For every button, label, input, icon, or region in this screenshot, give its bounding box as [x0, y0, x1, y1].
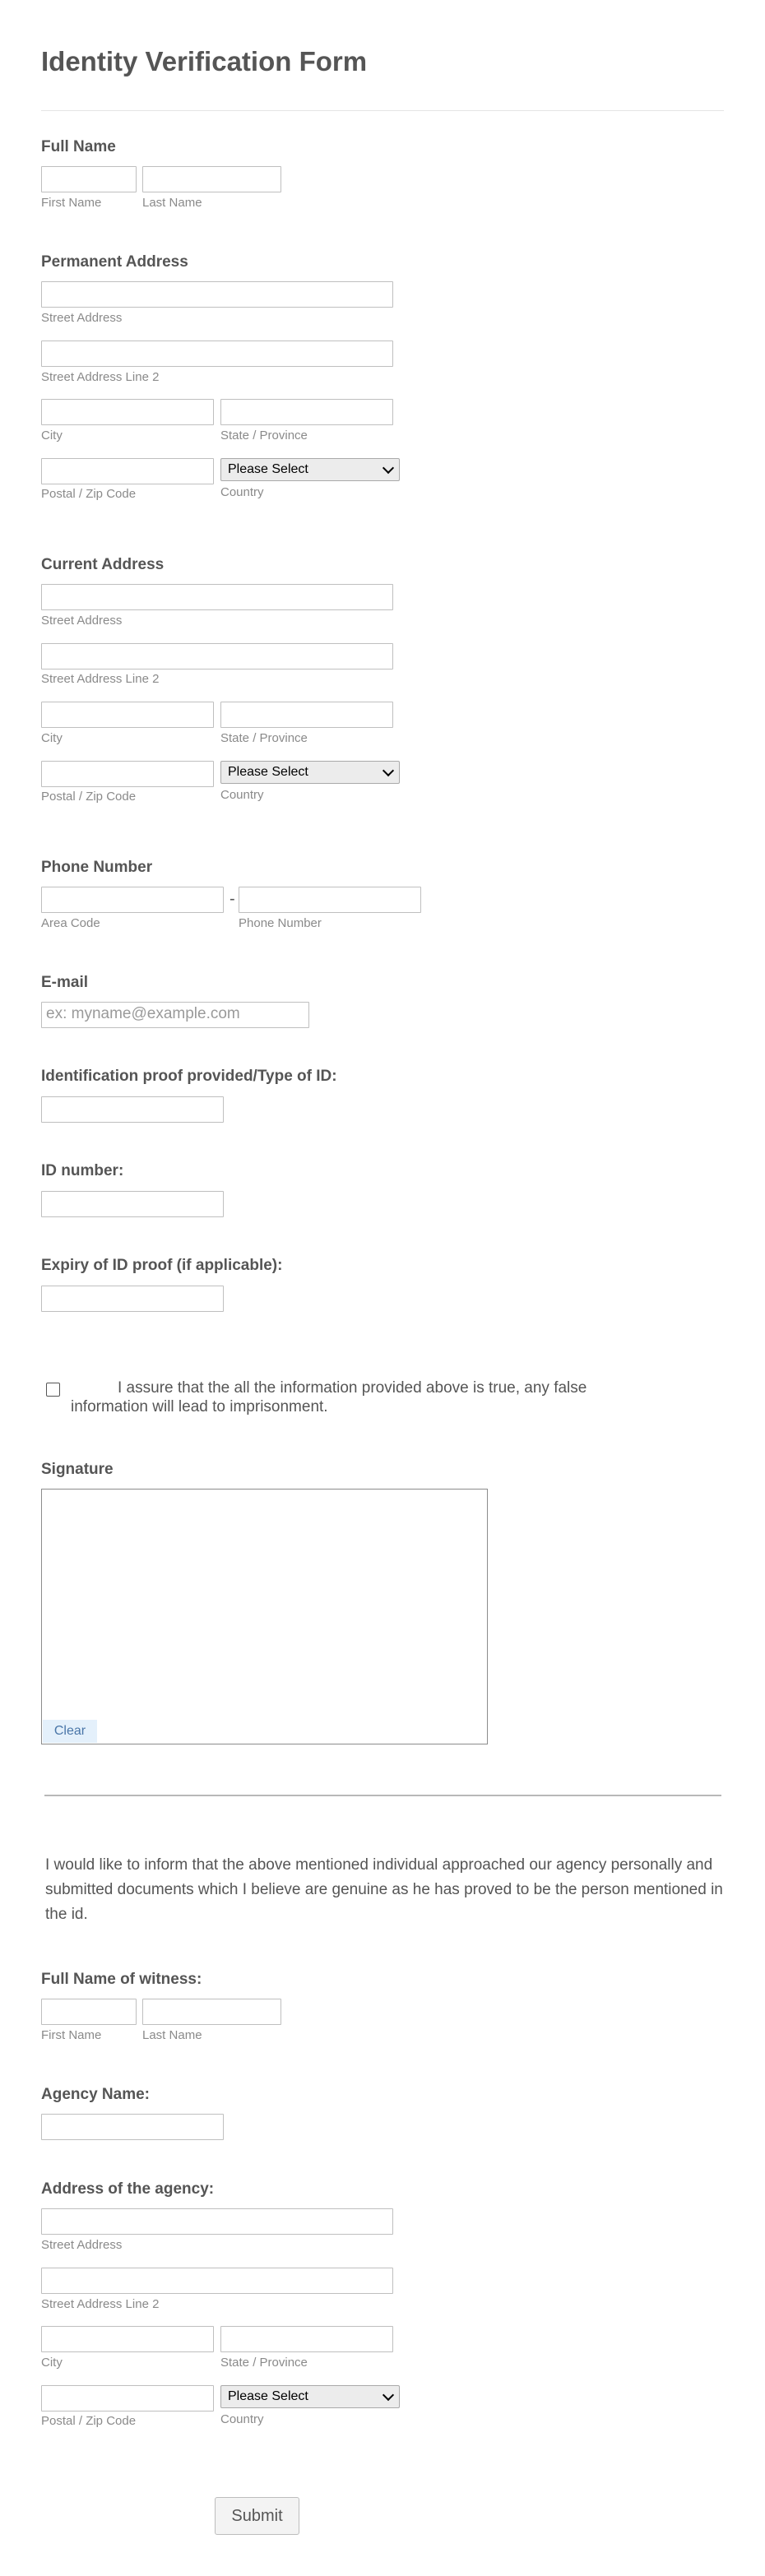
agency-postal-input[interactable] — [41, 2385, 214, 2412]
agency-country-value: Please Select — [228, 2389, 308, 2403]
witness-last-name-input[interactable] — [142, 1999, 281, 2025]
clear-signature-button[interactable]: Clear — [43, 1720, 97, 1743]
last-name-sublabel: Last Name — [142, 196, 202, 210]
agency-country-select[interactable] — [220, 2385, 400, 2408]
witness-first-name-input[interactable] — [41, 1999, 137, 2025]
witness-first-name-sublabel: First Name — [41, 2028, 102, 2042]
email-input[interactable] — [41, 1002, 309, 1028]
chevron-down-icon — [382, 2389, 394, 2401]
permanent-country-select[interactable] — [220, 458, 400, 481]
agency-street2-input[interactable] — [41, 2268, 393, 2294]
permanent-city-sublabel: City — [41, 429, 63, 442]
area-code-sublabel: Area Code — [41, 916, 100, 930]
agency-street-sublabel: Street Address — [41, 2238, 123, 2252]
signature-pad[interactable] — [41, 1489, 488, 1744]
permanent-street-sublabel: Street Address — [41, 311, 123, 325]
permanent-city-input[interactable] — [41, 399, 214, 425]
agency-country-sublabel: Country — [220, 2412, 264, 2426]
current-country-sublabel: Country — [220, 788, 264, 802]
current-country-select[interactable] — [220, 761, 400, 784]
witness-statement: I would like to inform that the above mentioned individual approached our agency personally and submitted documents which I believe are genuine as he has proved to be the person mentioned in the id. — [45, 1856, 723, 1923]
agency-state-sublabel: State / Province — [220, 2356, 308, 2370]
current-street2-input[interactable] — [41, 643, 393, 669]
title-divider — [41, 110, 724, 111]
current-city-input[interactable] — [41, 702, 214, 728]
permanent-street-input[interactable] — [41, 281, 393, 308]
agency-name-label: Agency Name: — [41, 2086, 150, 2103]
agency-city-sublabel: City — [41, 2356, 63, 2370]
agency-state-input[interactable] — [220, 2326, 393, 2352]
id-type-label: Identification proof provided/Type of ID: — [41, 1068, 337, 1085]
id-type-input[interactable] — [41, 1096, 224, 1123]
current-address-label: Current Address — [41, 556, 165, 573]
permanent-postal-input[interactable] — [41, 458, 214, 484]
current-street-sublabel: Street Address — [41, 614, 123, 628]
permanent-street2-input[interactable] — [41, 341, 393, 367]
witness-last-name-sublabel: Last Name — [142, 2028, 202, 2042]
permanent-state-sublabel: State / Province — [220, 429, 308, 442]
signature-label: Signature — [41, 1461, 114, 1478]
area-code-input[interactable] — [41, 887, 224, 913]
phone-separator: - — [230, 890, 235, 908]
agency-city-input[interactable] — [41, 2326, 214, 2352]
id-expiry-label: Expiry of ID proof (if applicable): — [41, 1257, 283, 1274]
agency-street2-sublabel: Street Address Line 2 — [41, 2297, 160, 2311]
submit-button[interactable]: Submit — [215, 2497, 299, 2535]
permanent-country-sublabel: Country — [220, 485, 264, 499]
permanent-street2-sublabel: Street Address Line 2 — [41, 370, 160, 384]
agency-address-label: Address of the agency: — [41, 2180, 215, 2198]
full-name-label: Full Name — [41, 138, 116, 155]
current-street-input[interactable] — [41, 584, 393, 610]
email-placeholder: ex: myname@example.com — [46, 1005, 240, 1022]
permanent-address-label: Permanent Address — [41, 253, 188, 271]
phone-number-input[interactable] — [239, 887, 421, 913]
agency-name-input[interactable] — [41, 2114, 224, 2140]
id-expiry-input[interactable] — [41, 1286, 224, 1312]
current-street2-sublabel: Street Address Line 2 — [41, 672, 160, 686]
chevron-down-icon — [382, 462, 394, 474]
page-title: Identity Verification Form — [41, 46, 368, 76]
current-country-value: Please Select — [228, 765, 308, 779]
agency-street-input[interactable] — [41, 2208, 393, 2235]
current-postal-input[interactable] — [41, 761, 214, 787]
permanent-state-input[interactable] — [220, 399, 393, 425]
id-number-label: ID number: — [41, 1162, 124, 1179]
current-state-sublabel: State / Province — [220, 731, 308, 745]
current-postal-sublabel: Postal / Zip Code — [41, 790, 137, 804]
permanent-postal-sublabel: Postal / Zip Code — [41, 487, 137, 501]
phone-number-label: Phone Number — [41, 859, 153, 876]
witness-name-label: Full Name of witness: — [41, 1971, 202, 1988]
first-name-sublabel: First Name — [41, 196, 102, 210]
last-name-input[interactable] — [142, 166, 281, 192]
chevron-down-icon — [382, 765, 394, 776]
first-name-input[interactable] — [41, 166, 137, 192]
section-divider — [44, 1795, 721, 1796]
id-number-input[interactable] — [41, 1191, 224, 1217]
email-label: E-mail — [41, 974, 89, 991]
current-city-sublabel: City — [41, 731, 63, 745]
current-state-input[interactable] — [220, 702, 393, 728]
permanent-country-value: Please Select — [228, 462, 308, 476]
agency-postal-sublabel: Postal / Zip Code — [41, 2414, 137, 2428]
phone-number-sublabel: Phone Number — [239, 916, 322, 930]
consent-text: I assure that the all the information provided above is true, any false information will lead to imprisonment. — [71, 1379, 587, 1415]
